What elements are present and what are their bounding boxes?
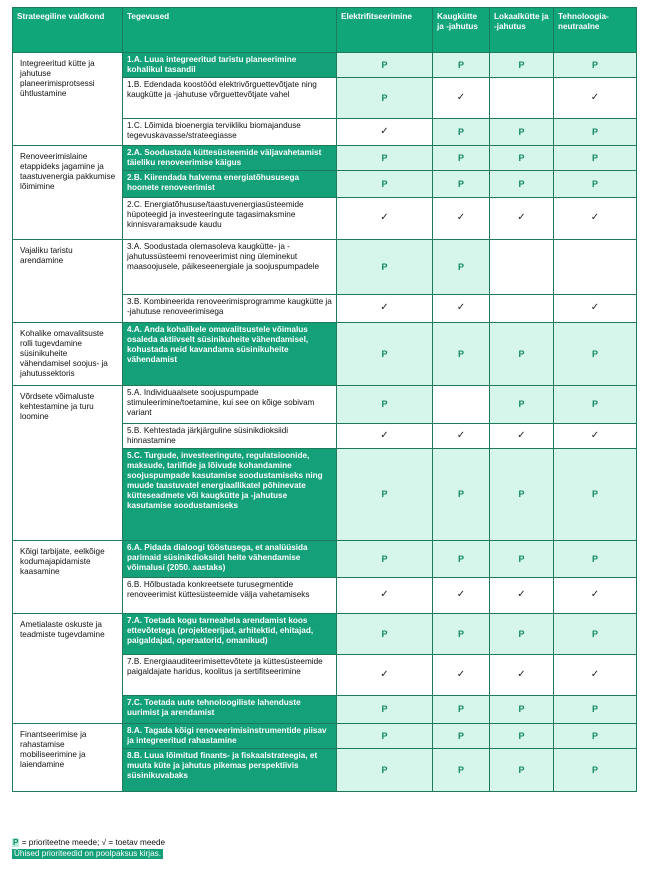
- mark-cell: [433, 424, 490, 449]
- mark-cell: [433, 295, 490, 323]
- mark-cell: [490, 696, 554, 724]
- mark-cell: [433, 198, 490, 240]
- priority-mark: P: [457, 152, 464, 163]
- priority-mark: P: [591, 704, 598, 715]
- mark-cell: [490, 53, 554, 78]
- activity-cell: 2.A. Soodustada küttesüsteemide väljavahetamist täieliku renoveerimise käigus: [123, 146, 337, 171]
- table-row: [13, 53, 637, 78]
- table-row: [13, 146, 637, 171]
- strategic-area-cell: Integreeritud kütte ja jahutuse planeerimisprotsessi ühtlustamine: [13, 53, 123, 146]
- check-icon: ✓: [590, 302, 600, 314]
- mark-cell: [554, 146, 637, 171]
- priority-mark: P: [457, 764, 464, 775]
- table-row: [13, 614, 637, 655]
- mark-cell: [554, 578, 637, 614]
- priority-mark: P: [381, 628, 388, 639]
- mark-cell: [337, 655, 433, 696]
- mark-cell: [554, 749, 637, 792]
- check-icon: ✓: [517, 429, 526, 441]
- strategy-table-container: [12, 7, 636, 792]
- mark-cell: [433, 696, 490, 724]
- activity-cell: 5.B. Kehtestada järkjärguline süsinikdioksiidi hinnastamine: [123, 424, 337, 449]
- priority-mark: P: [591, 178, 598, 189]
- mark-cell: [433, 655, 490, 696]
- mark-cell: [433, 119, 490, 146]
- priority-mark: P: [518, 348, 525, 359]
- activity-cell: 4.A. Anda kohalikele omavalitsustele võimalus osaleda aktiivselt süsinikuheite vähendamisel, kohustada neid kavandama süsinikuheite vähendamist: [123, 323, 337, 386]
- legend: [12, 838, 165, 859]
- mark-cell: [433, 749, 490, 792]
- table-header-row: [13, 8, 637, 53]
- mark-cell: [433, 724, 490, 749]
- priority-mark: P: [591, 764, 598, 775]
- mark-cell: [337, 198, 433, 240]
- mark-cell: [433, 240, 490, 295]
- priority-mark: P: [457, 261, 464, 272]
- mark-cell: [554, 724, 637, 749]
- mark-cell: [337, 724, 433, 749]
- legend-p-symbol: P: [13, 838, 19, 847]
- priority-mark: P: [591, 59, 598, 70]
- activity-cell: 2.B. Kiirendada halvema energiatõhususega hoonete renoveerimist: [123, 171, 337, 198]
- priority-mark: P: [518, 553, 525, 564]
- priority-mark: P: [591, 399, 598, 410]
- mark-cell: [490, 655, 554, 696]
- mark-cell: [337, 614, 433, 655]
- check-icon: ✓: [380, 589, 389, 601]
- check-icon: ✓: [517, 668, 526, 680]
- mark-cell: [337, 696, 433, 724]
- priority-mark: P: [518, 126, 525, 137]
- legend-text: = prioriteetne meede; √ = toetav meede: [19, 838, 166, 847]
- mark-cell: [554, 386, 637, 424]
- priority-mark: P: [518, 489, 525, 500]
- mark-cell: [433, 578, 490, 614]
- mark-cell: [337, 578, 433, 614]
- activity-cell: 1.A. Luua integreeritud taristu planeerimine kohalikul tasandil: [123, 53, 337, 78]
- mark-cell: [433, 78, 490, 119]
- priority-mark: P: [381, 261, 388, 272]
- priority-mark: P: [381, 704, 388, 715]
- mark-cell: [554, 449, 637, 541]
- activity-cell: 2.C. Energiatõhususe/taastuvenergiasüsteemide hüpoteegid ja investeeringute tagasimaksmine kinnisvaramaksude kaudu: [123, 198, 337, 240]
- check-icon: ✓: [380, 668, 389, 680]
- priority-mark: P: [381, 348, 388, 359]
- priority-mark: P: [591, 152, 598, 163]
- activity-cell: 7.B. Energiaauditeerimisettevõtete ja küttesüsteemide paigaldajate haridus, koolitus ja sertifitseerimine: [123, 655, 337, 696]
- priority-mark: P: [518, 764, 525, 775]
- mark-cell: [554, 119, 637, 146]
- strategic-area-cell: Kõigi tarbijate, eelkõige kodumajapidamiste kaasamine: [13, 541, 123, 614]
- mark-cell: [490, 295, 554, 323]
- mark-cell: [337, 323, 433, 386]
- table-row: [13, 724, 637, 749]
- mark-cell: [337, 146, 433, 171]
- check-icon: ✓: [380, 212, 389, 224]
- mark-cell: [554, 541, 637, 578]
- priority-mark: P: [381, 764, 388, 775]
- mark-cell: [337, 78, 433, 119]
- mark-cell: [490, 171, 554, 198]
- priority-mark: P: [457, 178, 464, 189]
- mark-cell: [337, 240, 433, 295]
- mark-cell: [433, 614, 490, 655]
- header-district-heating: Kaugkütte ja -jahutus: [433, 8, 490, 53]
- mark-cell: [490, 240, 554, 295]
- strategy-table: [12, 7, 637, 792]
- priority-mark: P: [381, 178, 388, 189]
- activity-cell: 5.A. Individuaalsete soojuspumpade stimuleerimine/toetamine, kui see on kõige sobivam variant: [123, 386, 337, 424]
- mark-cell: [554, 655, 637, 696]
- table-row: [13, 240, 637, 295]
- activity-cell: 8.A. Tagada kõigi renoveerimisinstrumentide piisav ja integreeritud rahastamine: [123, 724, 337, 749]
- check-icon: ✓: [380, 429, 389, 441]
- header-activity: Tegevused: [123, 8, 337, 53]
- header-tech-neutral: Tehnoloogia-neutraalne: [554, 8, 637, 53]
- table-body: [13, 53, 637, 792]
- check-icon: ✓: [380, 125, 389, 137]
- check-icon: ✓: [590, 589, 600, 601]
- mark-cell: [554, 614, 637, 655]
- priority-mark: P: [518, 399, 525, 410]
- mark-cell: [337, 53, 433, 78]
- priority-mark: P: [518, 730, 525, 741]
- check-icon: ✓: [380, 302, 389, 314]
- mark-cell: [554, 198, 637, 240]
- mark-cell: [554, 53, 637, 78]
- check-icon: ✓: [456, 429, 466, 441]
- mark-cell: [337, 171, 433, 198]
- activity-cell: 6.B. Hõlbustada konkreetsete turusegmentide renoveerimist küttesüsteemide välja vahetamiseks: [123, 578, 337, 614]
- priority-mark: P: [457, 704, 464, 715]
- activity-cell: 3.B. Kombineerida renoveerimisprogramme kaugkütte ja -jahutuse renoveerimisega: [123, 295, 337, 323]
- priority-mark: P: [381, 489, 388, 500]
- check-icon: ✓: [590, 91, 600, 103]
- activity-cell: 1.B. Edendada koostööd elektrivõrguettevõtjate ning kaugkütte ja -jahutuse võrguettevõtjate vahel: [123, 78, 337, 119]
- priority-mark: P: [591, 553, 598, 564]
- mark-cell: [337, 119, 433, 146]
- mark-cell: [554, 295, 637, 323]
- header-electrification: Elektrifitseerimine: [337, 8, 433, 53]
- activity-cell: 1.C. Lõimida bioenergia tervikliku biomajanduse tegevuskavasse/strateegiasse: [123, 119, 337, 146]
- mark-cell: [490, 749, 554, 792]
- activity-cell: 8.B. Luua lõimitud finants- ja fiskaalstrateegia, et muuta küte ja jahutus pikemas perspektiivis süsinikuvabaks: [123, 749, 337, 792]
- mark-cell: [337, 424, 433, 449]
- mark-cell: [490, 541, 554, 578]
- strategic-area-cell: Võrdsete võimaluste kehtestamine ja turu loomine: [13, 386, 123, 541]
- mark-cell: [337, 449, 433, 541]
- mark-cell: [554, 240, 637, 295]
- priority-mark: P: [591, 730, 598, 741]
- check-icon: ✓: [456, 212, 466, 224]
- check-icon: ✓: [456, 668, 466, 680]
- mark-cell: [490, 614, 554, 655]
- priority-mark: P: [457, 489, 464, 500]
- mark-cell: [337, 295, 433, 323]
- mark-cell: [490, 119, 554, 146]
- mark-cell: [554, 171, 637, 198]
- priority-mark: P: [518, 152, 525, 163]
- check-icon: ✓: [590, 668, 600, 680]
- priority-mark: P: [591, 126, 598, 137]
- priority-mark: P: [457, 553, 464, 564]
- priority-mark: P: [381, 59, 388, 70]
- mark-cell: [490, 198, 554, 240]
- check-icon: ✓: [456, 589, 466, 601]
- priority-mark: P: [457, 628, 464, 639]
- legend-note: Ühised prioriteedid on poolpaksus kirjas.: [14, 848, 161, 858]
- mark-cell: [490, 449, 554, 541]
- mark-cell: [337, 749, 433, 792]
- priority-mark: P: [518, 178, 525, 189]
- header-area: Strateegiline valdkond: [13, 8, 123, 53]
- mark-cell: [490, 78, 554, 119]
- mark-cell: [433, 146, 490, 171]
- check-icon: ✓: [517, 589, 526, 601]
- priority-mark: P: [381, 399, 388, 410]
- mark-cell: [337, 541, 433, 578]
- table-row: [13, 541, 637, 578]
- mark-cell: [433, 541, 490, 578]
- priority-mark: P: [457, 730, 464, 741]
- mark-cell: [490, 386, 554, 424]
- strategic-area-cell: Ametialaste oskuste ja teadmiste tugevdamine: [13, 614, 123, 724]
- mark-cell: [433, 171, 490, 198]
- priority-mark: P: [381, 730, 388, 741]
- priority-mark: P: [591, 628, 598, 639]
- mark-cell: [433, 53, 490, 78]
- strategic-area-cell: Renoveerimislaine etappideks jagamine ja taastuvenergia pakkumise lõimimine: [13, 146, 123, 240]
- table-row: [13, 386, 637, 424]
- priority-mark: P: [457, 348, 464, 359]
- activity-cell: 5.C. Turgude, investeeringute, regulatsioonide, maksude, tariifide ja lõivude kohandamine soojuspumpade kasutamise soodustamiseks ning muude taastuvatel energiaallikatel põhinevate kütteseadmete või kaugkütte ja -jahutuse kasutamise soodustamiseks: [123, 449, 337, 541]
- mark-cell: [490, 424, 554, 449]
- mark-cell: [490, 578, 554, 614]
- mark-cell: [490, 146, 554, 171]
- activity-cell: 3.A. Soodustada olemasoleva kaugkütte- ja -jahutussüsteemi renoveerimist ning üleminekut maasoojusele, päikeseenergiale ja soojuspumpadele: [123, 240, 337, 295]
- header-local-heating: Lokaalkütte ja -jahutus: [490, 8, 554, 53]
- activity-cell: 6.A. Pidada dialoogi tööstusega, et analüüsida parimaid süsinikdioksiidi heite vähendamise võimalusi (2050. aastaks): [123, 541, 337, 578]
- strategic-area-cell: Kohalike omavalitsuste rolli tugevdamine süsinikuheite vähendamisel soojus- ja jahutussektoris: [13, 323, 123, 386]
- priority-mark: P: [381, 553, 388, 564]
- check-icon: ✓: [590, 429, 600, 441]
- priority-mark: P: [381, 152, 388, 163]
- priority-mark: P: [518, 628, 525, 639]
- mark-cell: [337, 386, 433, 424]
- table-row: [13, 323, 637, 386]
- strategic-area-cell: Finantseerimise ja rahastamise mobiliseerimine ja laiendamine: [13, 724, 123, 792]
- check-icon: ✓: [456, 91, 466, 103]
- priority-mark: P: [457, 126, 464, 137]
- activity-cell: 7.A. Toetada kogu tarneahela arendamist koos ettevõtetega (projekteerijad, arhitektid, ehitajad, paigaldajad, operaatorid, omanikud): [123, 614, 337, 655]
- activity-cell: 7.C. Toetada uute tehnoloogiliste lahenduste uurimist ja arendamist: [123, 696, 337, 724]
- priority-mark: P: [591, 489, 598, 500]
- priority-mark: P: [518, 59, 525, 70]
- mark-cell: [433, 323, 490, 386]
- mark-cell: [433, 386, 490, 424]
- mark-cell: [433, 449, 490, 541]
- mark-cell: [554, 424, 637, 449]
- priority-mark: P: [518, 704, 525, 715]
- strategic-area-cell: Vajaliku taristu arendamine: [13, 240, 123, 323]
- priority-mark: P: [457, 59, 464, 70]
- legend-line: [12, 838, 165, 849]
- mark-cell: [490, 724, 554, 749]
- mark-cell: [554, 696, 637, 724]
- priority-mark: P: [381, 92, 388, 103]
- mark-cell: [490, 323, 554, 386]
- mark-cell: [554, 78, 637, 119]
- mark-cell: [554, 323, 637, 386]
- check-icon: ✓: [590, 212, 600, 224]
- priority-mark: P: [591, 348, 598, 359]
- check-icon: ✓: [456, 302, 466, 314]
- check-icon: ✓: [517, 212, 526, 224]
